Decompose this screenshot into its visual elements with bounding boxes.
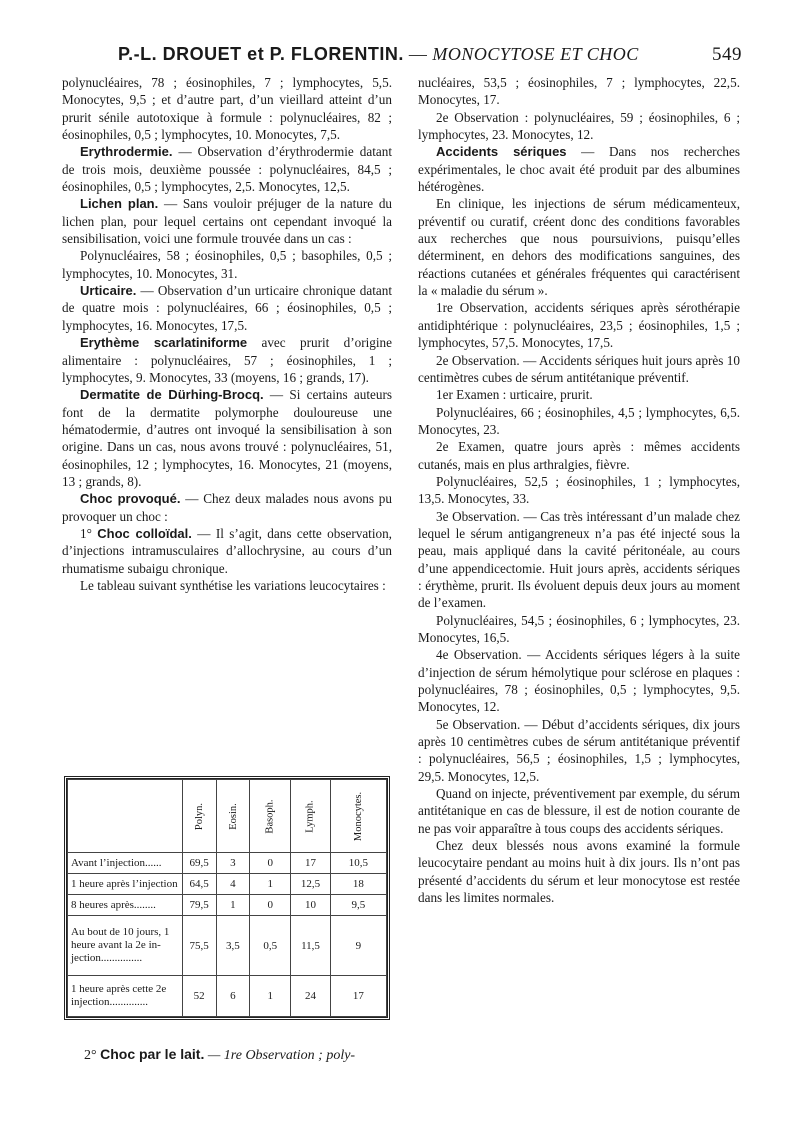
table-corner — [68, 780, 183, 853]
paragraph: 4e Observation. — Accidents sériques légers à la suite d’injection de sérum hémolytique pour sclérose en plaques : polynucléaires, 78 ; éosinophiles, 0,5 ; lymphocytes, 9,5. Monocytes, 12. — [418, 647, 740, 715]
paragraph: Chez deux blessés nous avons examiné la formule leucocytaire pendant au moins huit à dix jours. Ils n’ont pas présenté d’accidents du sérum et leur monocytose est restée dans les limites normales. — [418, 838, 740, 906]
column-header: Monocytes. — [330, 780, 386, 853]
table-cell: 1 — [250, 874, 291, 895]
paragraph-lichen — [62, 195, 392, 247]
column-header: Eosin. — [216, 780, 250, 853]
header-title: MONOCYTOSE ET CHOC — [432, 44, 639, 64]
paragraph-text: — Si certains auteurs font de la dermatite polymorphe douloureuse une hématodermie, d’autres ont invoqué la sensibilisation à son origine. Dans un cas, nous avons trouvé : polynucléaires, 51, éosinophiles, 12 ; lymphocytes, 16. Monocytes, 21 (moyens, 13 ; grands, 8). — [62, 387, 392, 489]
paragraph-text: — Il s’agit, dans cette observation, d’injections intramusculaires d’allochrysine, au cours d’un rhumatisme subaigu chronique. — [62, 525, 392, 576]
section-label: Lichen plan. — [80, 196, 159, 212]
paragraph: 1re Observation, accidents sériques après sérothérapie antidiphtérique : polynucléaires, 23,5 ; éosinophiles, 1,5 ; lymphocytes, 57,5. Monocytes, 17,5. — [418, 300, 740, 351]
table-row — [68, 976, 387, 1017]
table-cell: 9 — [330, 916, 386, 976]
paragraph-erythrodermie — [62, 143, 392, 195]
paragraph-dermatite — [62, 386, 392, 490]
table-cell: 12,5 — [291, 874, 330, 895]
table-cell: 17 — [330, 976, 386, 1017]
paragraph-text: — Observation d’un urticaire chronique datant de quatre mois : polynucléaires, 66 ; éosinophiles, 0,5 ; lymphocytes, 16. Monocytes, 17,5. — [62, 283, 392, 333]
table-cell: 6 — [216, 976, 250, 1017]
table-cell: 0 — [250, 853, 291, 874]
paragraph: 2e Observation. — Accidents sériques huit jours après 10 centimètres cubes de sérum antitétanique préventif. — [418, 352, 740, 385]
table-cell: 3,5 — [216, 916, 250, 976]
table-cell: 1 — [250, 976, 291, 1017]
row-label: 1 heure après cette 2e injection.............. — [68, 976, 183, 1017]
paragraph-text: — 1re Observation ; poly- — [204, 1048, 356, 1063]
row-label: Au bout de 10 jours, 1 heure avant la 2e injection............... — [68, 916, 183, 976]
table-row — [68, 874, 387, 895]
table-cell: 3 — [216, 853, 250, 874]
table-cell: 52 — [182, 976, 216, 1017]
table-cell: 17 — [291, 853, 330, 874]
table-cell: 79,5 — [182, 895, 216, 916]
paragraph: En clinique, les injections de sérum médicamenteux, préventif ou curatif, créent donc des conditions favorables aux recherches que nous poursuivions, puisqu’elles déterminent, en dehors des modifications sanguines, des réactions cutanées et générales fréquentes qui caractérisent la « maladie du sérum ». — [418, 196, 740, 299]
right-column — [418, 74, 740, 907]
column-header: Lymph. — [291, 780, 330, 853]
paragraph-text: — Chez deux malades nous avons pu provoquer un choc : — [62, 491, 392, 524]
row-label: 8 heures après........ — [68, 895, 183, 916]
paragraph: 3e Observation. — Cas très intéressant d’un malade chez lequel le sérum antigangreneux n’a pas été injecté sous la peau, mais appliqué dans la cavité péritonéale, au cours d’une appendicectomie. Huit jours après, accidents sériques : érythème, prurit. Ils évoluent depuis deux jours au moment de l’examen. — [418, 508, 740, 611]
table-cell: 75,5 — [182, 916, 216, 976]
paragraph: 5e Observation. — Début d’accidents sériques, dix jours après 10 centimètres cubes de sérum antitétanique préventif : polynucléaires, 56,5 ; éosinophiles, 1,5 ; lymphocytes, 29,5. Monocytes, 12,5. — [418, 716, 740, 784]
section-label: Accidents sériques — [436, 144, 567, 160]
table-cell: 4 — [216, 874, 250, 895]
table-cell: 24 — [291, 976, 330, 1017]
table-cell: 1 — [216, 895, 250, 916]
table-cell: 9,5 — [330, 895, 386, 916]
table-row — [68, 853, 387, 874]
table-cell: 10 — [291, 895, 330, 916]
paragraph-accidents — [418, 143, 740, 195]
paragraph: polynucléaires, 78 ; éosinophiles, 7 ; lymphocytes, 5,5. Monocytes, 9,5 ; et d’autre part, d’un vieillard atteint d’un prurit sénile autotoxique à formule : polynucléaires, 82 ; éosinophiles, 0,5 ; lymphocytes, 10. Monocytes, 7,5. — [62, 75, 392, 143]
paragraph: Quand on injecte, préventivement par exemple, du sérum antitétanique en cas de blessure, il est de notion courante de ne pas voir apparaître à tous coups des accidents sériques. — [418, 786, 740, 836]
paragraph: nucléaires, 53,5 ; éosinophiles, 7 ; lymphocytes, 22,5. Monocytes, 17. — [418, 75, 740, 108]
paragraph-scarlatiniforme — [62, 334, 392, 386]
table-cell: 64,5 — [182, 874, 216, 895]
paragraph-choc — [62, 490, 392, 525]
section-label: Choc par le lait. — [100, 1046, 205, 1062]
table-cell: 0,5 — [250, 916, 291, 976]
table-cell: 10,5 — [330, 853, 386, 874]
table-cell: 11,5 — [291, 916, 330, 976]
paragraph-text: — Sans vouloir préjuger de la nature du lichen plan, pour lequel certains ont cependant invoqué la sensibilisation, voici une formule trouvée dans un cas : — [62, 196, 393, 247]
header-dash: — — [403, 44, 433, 64]
header-authors: P.-L. DROUET et P. FLORENTIN. — [118, 44, 404, 64]
paragraph: Polynucléaires, 58 ; éosinophiles, 0,5 ; basophiles, 0,5 ; lymphocytes, 10. Monocytes, 31. — [62, 248, 392, 281]
item-number: 1° — [80, 525, 98, 541]
table-header-row — [68, 780, 387, 853]
running-header — [118, 44, 742, 72]
paragraph-text: — Dans nos recherches expérimentales, le choc avait été produit par des albumines hétérogènes. — [418, 144, 741, 195]
section-label: Urticaire. — [80, 283, 137, 299]
paragraph: Polynucléaires, 54,5 ; éosinophiles, 6 ; lymphocytes, 23. Monocytes, 16,5. — [418, 612, 740, 645]
paragraph-urticaire — [62, 282, 392, 334]
row-label: 1 heure après l’injection — [68, 874, 183, 895]
paragraph: 2e Examen, quatre jours après : mêmes accidents cutanés, mais en plus arthralgies, fièvre. — [418, 439, 740, 472]
table-cell: 18 — [330, 874, 386, 895]
paragraph: Polynucléaires, 66 ; éosinophiles, 4,5 ; lymphocytes, 6,5. Monocytes, 23. — [418, 404, 740, 437]
table-cell: 0 — [250, 895, 291, 916]
column-header: Basoph. — [250, 780, 291, 853]
section-label: Choc colloïdal. — [97, 525, 192, 541]
page-number: 549 — [712, 44, 742, 65]
left-column-footer — [84, 1046, 404, 1064]
section-label: Erythrodermie. — [80, 144, 173, 160]
section-label: Erythème scarlatiniforme — [80, 335, 248, 351]
paragraph-choc-colloidal — [62, 525, 392, 577]
paragraph-text: avec prurit d’origine alimentaire : polynucléaires, 57 ; éosinophiles, 1 ; lymphocytes, 9. Monocytes, 33 (moyens, 16 ; grands, 17). — [62, 335, 392, 385]
paragraph: Polynucléaires, 52,5 ; éosinophiles, 1 ; lymphocytes, 13,5. Monocytes, 33. — [418, 473, 740, 507]
paragraph-text: — Observation d’érythrodermie datant de trois mois, deuxième poussée : polynucléaires, 84,5 ; éosinophiles, 0,5 ; lymphocytes, 2,5. Monocytes, 12,5. — [62, 144, 392, 195]
section-label: Choc provoqué. — [80, 491, 181, 507]
table-cell: 69,5 — [182, 853, 216, 874]
table-row — [68, 895, 387, 916]
row-label: Avant l’injection...... — [68, 853, 183, 874]
paragraph: Le tableau suivant synthétise les variations leucocytaires : — [80, 577, 386, 593]
table-row — [68, 916, 387, 976]
paragraph: 1er Examen : urticaire, prurit. — [436, 387, 593, 403]
section-label: Dermatite de Dürhing-Brocq. — [80, 387, 264, 403]
column-header: Polyn. — [182, 780, 216, 853]
paragraph: 2e Observation : polynucléaires, 59 ; éosinophiles, 6 ; lymphocytes, 23. Monocytes, 12. — [418, 109, 740, 143]
item-number: 2° — [84, 1048, 101, 1063]
left-column — [62, 74, 392, 594]
leukocyte-table — [64, 776, 390, 1020]
